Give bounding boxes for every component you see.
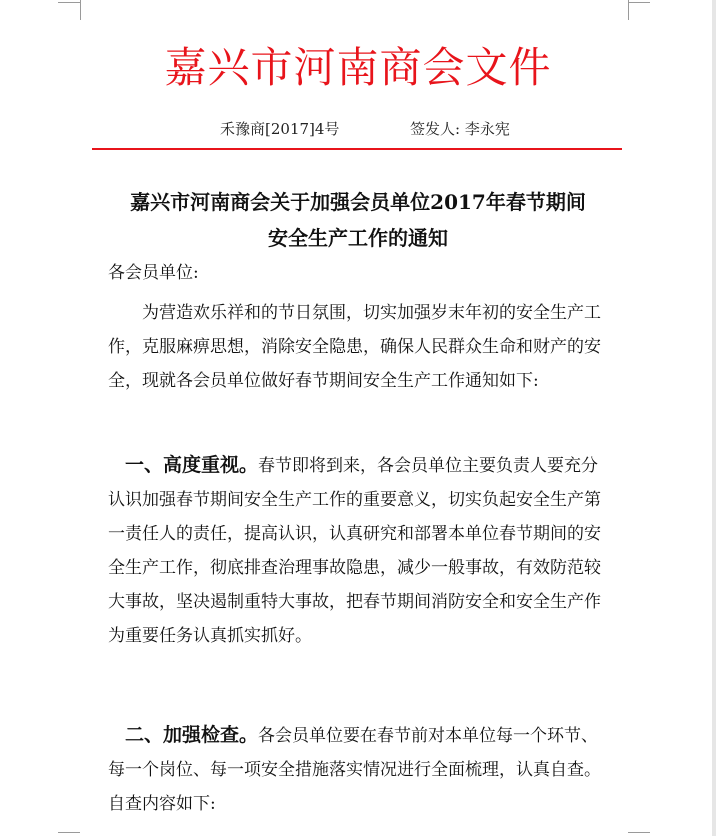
crop-mark-bottom-right — [628, 832, 650, 833]
crop-mark-top-right-h — [628, 2, 650, 3]
notice-title — [0, 184, 716, 256]
section-2-text: 各会员单位要在春节前对本单位每一个环节、每一个岗位、每一项安全措施落实情况进行全面梳理，认真自查。自查内容如下: — [108, 726, 601, 814]
notice-title-line-1: 嘉兴市河南商会关于加强会员单位2017年春节期间 — [130, 190, 586, 214]
section-1-paragraph — [108, 448, 608, 653]
crop-mark-top-left-h — [58, 2, 80, 3]
document-number: 禾豫商[2017]4号 — [220, 120, 340, 138]
section-1-text: 春节即将到来，各会员单位主要负责人要充分认识加强春节期间安全生产工作的重要意义，切实负起安全生产第一责任人的责任，提高认识，认真研究和部署本单位春节期间的安全生产工作，彻底排查治理事故隐患，减少一般事故，有效防范较大事故，坚决遏制重特大事故，把春节期间消防安全和安全生产作为重要任务认真抓实抓好。 — [108, 456, 601, 646]
page-edge — [712, 0, 716, 836]
section-2-heading: 二、加强检查。 — [125, 724, 259, 746]
intro-paragraph: 为营造欢乐祥和的节日氛围，切实加强岁末年初的安全生产工作，克服麻痹思想，消除安全隐患，确保人民群众生命和财产的安全，现就各会员单位做好春节期间安全生产工作通知如下: — [108, 303, 601, 391]
crop-mark-bottom-left — [58, 832, 80, 833]
section-2-paragraph — [108, 718, 608, 821]
signer — [410, 118, 510, 140]
crop-mark-top-left-v — [80, 0, 81, 20]
signer-label: 签发人: — [410, 120, 461, 138]
notice-title-line-2: 安全生产工作的通知 — [268, 226, 448, 250]
red-separator-line — [92, 148, 622, 150]
crop-mark-top-right-v — [628, 0, 629, 20]
section-1-heading: 一、高度重视。 — [125, 454, 259, 476]
document-header: 嘉兴市河南商会文件 — [164, 43, 552, 92]
signer-name: 李永宪 — [464, 120, 510, 138]
salutation: 各会员单位: — [108, 263, 199, 283]
